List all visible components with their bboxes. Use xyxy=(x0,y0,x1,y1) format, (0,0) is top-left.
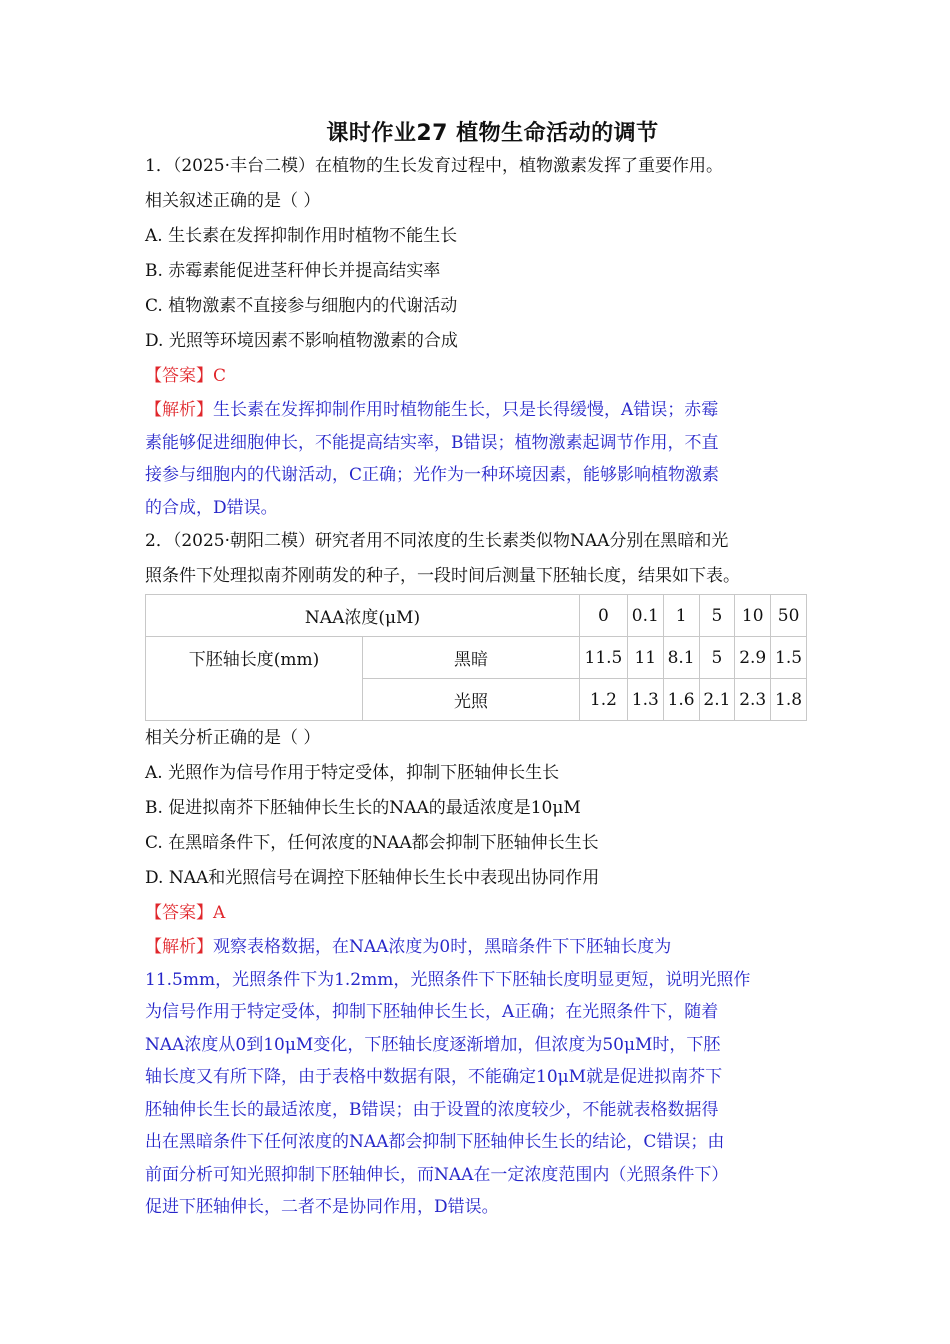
q2-explain-line2: 11.5mm，光照条件下为1.2mm，光照条件下下胚轴长度明显更短，说明光照作 xyxy=(145,969,751,990)
q1-answer xyxy=(145,359,810,394)
q1-option-d: D. 光照等环境因素不影响植物激素的合成 xyxy=(145,331,458,351)
q2-option-a: A. 光照作为信号作用于特定受体，抑制下胚轴伸长生长 xyxy=(145,763,560,783)
q1-option-c: C. 植物激素不直接参与细胞内的代谢活动 xyxy=(145,296,458,316)
conc-cell: 10 xyxy=(735,595,771,637)
q2-explain-line6: 胚轴伸长生长的最适浓度，B错误；由于设置的浓度较少，不能就表格数据得 xyxy=(145,1099,719,1120)
dark-cell: 1.5 xyxy=(771,637,807,679)
q2-explain-line4: NAA浓度从0到10μM变化，下胚轴长度逐渐增加，但浓度为50μM时，下胚 xyxy=(145,1034,721,1055)
dark-cell: 5 xyxy=(699,637,735,679)
q2-answer-value: A xyxy=(213,903,226,923)
q2-explain-line5: 轴长度又有所下降，由于表格中数据有限，不能确定10μM就是促进拟南芥下 xyxy=(145,1067,723,1087)
q2-explanation xyxy=(145,931,810,1224)
q2-explain-line3: 为信号作用于特定受体，抑制下胚轴伸长生长，A正确；在光照条件下，随着 xyxy=(145,1002,719,1022)
page-title: 课时作业27 植物生命活动的调节 xyxy=(326,121,659,146)
q2-stem-line2: 照条件下处理拟南芥刚萌发的种子，一段时间后测量下胚轴长度，结果如下表。 xyxy=(145,566,740,586)
dark-cell: 8.1 xyxy=(663,637,699,679)
dark-cell: 11 xyxy=(627,637,663,679)
q1-answer-tag: 【答案】 xyxy=(145,366,213,386)
q1-stem-line1: 1．（2025·丰台二模）在植物的生长发育过程中，植物激素发挥了重要作用。 xyxy=(145,156,723,176)
q2-explain-line9: 促进下胚轴伸长，二者不是协同作用，D错误。 xyxy=(145,1197,499,1217)
q2-answer xyxy=(145,896,810,931)
q2-option-b: B. 促进拟南芥下胚轴伸长生长的NAA的最适浓度是10μM xyxy=(145,798,581,818)
light-cell: 1.6 xyxy=(663,679,699,721)
conc-cell: 50 xyxy=(771,595,807,637)
q2-stem-line1: 2．（2025·朝阳二模）研究者用不同浓度的生长素类似物NAA分别在黑暗和光 xyxy=(145,531,729,551)
light-cell: 2.1 xyxy=(699,679,735,721)
table-header-row xyxy=(146,595,807,637)
q2-option-c: C. 在黑暗条件下，任何浓度的NAA都会抑制下胚轴伸长生长 xyxy=(145,833,599,853)
dark-cell: 11.5 xyxy=(580,637,628,679)
light-label: 光照 xyxy=(363,679,580,721)
q1-explain-line4: 的合成，D错误。 xyxy=(145,497,278,518)
conc-cell: 0.1 xyxy=(627,595,663,637)
q1-explain-line1: 【解析】生长素在发挥抑制作用时植物能生长，只是长得缓慢，A错误；赤霉 xyxy=(145,400,719,420)
q1-option-b: B. 赤霉素能促进茎秆伸长并提高结实率 xyxy=(145,261,441,281)
light-cell: 1.2 xyxy=(580,679,628,721)
q1-stem-line2: 相关叙述正确的是（ ） xyxy=(145,191,321,211)
q1-answer-value: C xyxy=(213,366,227,386)
table-header-label: NAA浓度(μM) xyxy=(146,595,580,637)
conc-cell: 0 xyxy=(580,595,628,637)
q2-option-d: D. NAA和光照信号在调控下胚轴伸长生长中表现出协同作用 xyxy=(145,868,600,888)
q1-option-a: A. 生长素在发挥抑制作用时植物不能生长 xyxy=(145,226,458,246)
table-row-label: 下胚轴长度(mm) xyxy=(146,637,363,721)
q1-explain-line3: 接参与细胞内的代谢活动，C正确；光作为一种环境因素，能够影响植物激素 xyxy=(145,465,720,485)
light-cell: 1.8 xyxy=(771,679,807,721)
dark-label: 黑暗 xyxy=(363,637,580,679)
q2-answer-tag: 【答案】 xyxy=(145,903,213,923)
naa-data-table xyxy=(145,594,807,721)
q2-stem-line3: 相关分析正确的是（ ） xyxy=(145,728,321,748)
q1-explanation xyxy=(145,394,810,524)
q2-explain-line1: 【解析】观察表格数据，在NAA浓度为0时，黑暗条件下下胚轴长度为 xyxy=(145,937,672,957)
dark-cell: 2.9 xyxy=(735,637,771,679)
conc-cell: 5 xyxy=(699,595,735,637)
q2-explain-line7: 出在黑暗条件下任何浓度的NAA都会抑制下胚轴伸长生长的结论，C错误；由 xyxy=(145,1132,725,1152)
document-page xyxy=(145,116,810,1224)
q2-explain-tag: 【解析】 xyxy=(145,937,213,957)
q1-explain-tag: 【解析】 xyxy=(145,400,213,420)
light-cell: 1.3 xyxy=(627,679,663,721)
table-row-dark xyxy=(146,637,807,679)
q2-explain-line8: 前面分析可知光照抑制下胚轴伸长，而NAA在一定浓度范围内（光照条件下） xyxy=(145,1164,729,1185)
conc-cell: 1 xyxy=(663,595,699,637)
q1-explain-line2: 素能够促进细胞伸长，不能提高结实率，B错误；植物激素起调节作用，不直 xyxy=(145,432,719,453)
light-cell: 2.3 xyxy=(735,679,771,721)
